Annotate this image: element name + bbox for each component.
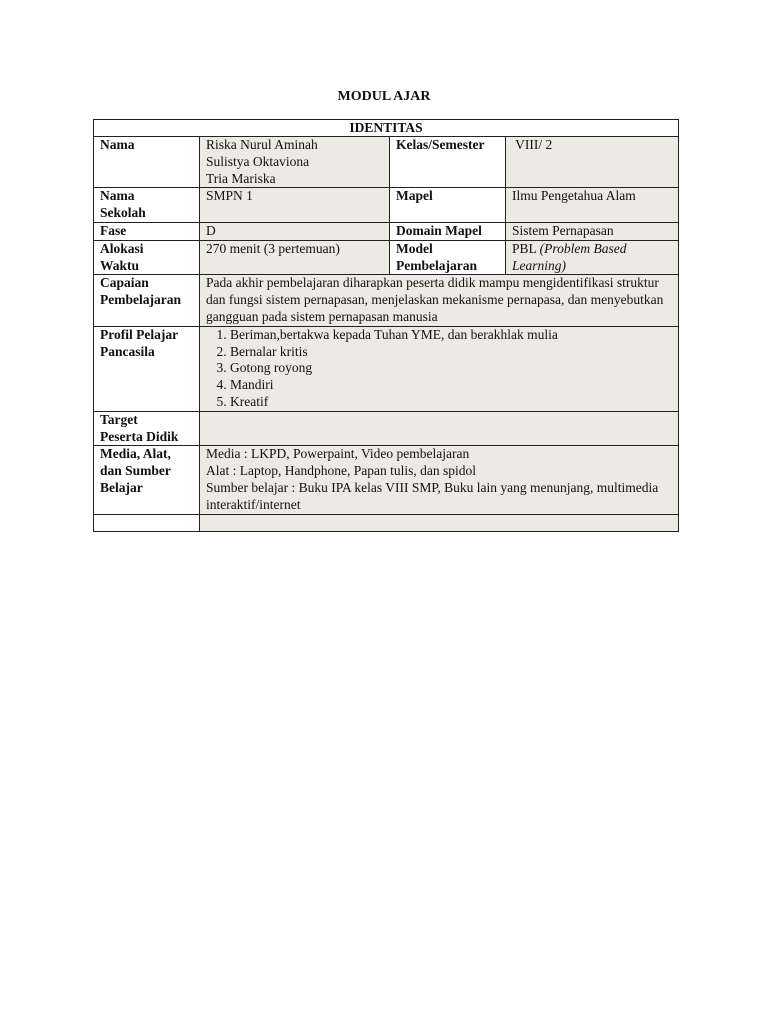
list-item: 2. Bernalar kritis	[230, 344, 672, 361]
row-sekolah	[94, 188, 679, 223]
label-profil-line1: Profil Pelajar	[100, 326, 179, 342]
row-target	[94, 411, 679, 446]
model-full-name: (Problem Based Learning)	[512, 240, 627, 273]
label-capaian-pembelajaran	[94, 275, 200, 326]
row-profil	[94, 326, 679, 411]
value-media-alat-sumber	[200, 446, 679, 514]
value-target-peserta	[200, 411, 679, 446]
row-fase	[94, 222, 679, 240]
document-title: MODUL AJAR	[337, 89, 431, 104]
label-alokasi-line1: Alokasi	[100, 240, 144, 256]
label-nama-sekolah-line1: Nama	[100, 188, 135, 204]
empty-cell-label	[94, 514, 200, 531]
value-mapel: Ilmu Pengetahua Alam	[506, 188, 679, 223]
value-model-pembelajaran	[506, 240, 679, 275]
label-model-line1: Model	[396, 240, 433, 256]
label-target-peserta	[94, 411, 200, 446]
table-header-identitas: IDENTITAS	[94, 120, 679, 137]
sumber-belajar-line: Sumber belajar : Buku IPA kelas VIII SMP, Buku lain yang menunjang, multimedia interaktif/internet	[206, 479, 659, 512]
model-acronym: PBL	[512, 240, 540, 256]
label-nama-sekolah-line2: Sekolah	[100, 205, 146, 221]
row-empty	[94, 514, 679, 531]
list-item: 5. Kreatif	[230, 394, 672, 411]
empty-cell-value	[200, 514, 679, 531]
value-profil-pelajar	[200, 326, 679, 411]
alat-line: Alat : Laptop, Handphone, Papan tulis, dan spidol	[206, 463, 476, 479]
label-alokasi-waktu	[94, 240, 200, 275]
label-media-alat-sumber	[94, 446, 200, 514]
author-name-3: Tria Mariska	[206, 170, 276, 186]
value-domain-mapel: Sistem Pernapasan	[506, 222, 679, 240]
label-profil-pelajar	[94, 326, 200, 411]
label-target-line1: Target	[100, 411, 138, 427]
label-model-line2: Pembelajaran	[396, 257, 477, 273]
media-line: Media : LKPD, Powerpaint, Video pembelajaran	[206, 446, 470, 462]
label-media-line1: Media, Alat,	[100, 446, 171, 462]
identity-table	[93, 119, 679, 532]
row-alokasi	[94, 240, 679, 275]
row-nama	[94, 137, 679, 188]
value-kelas-semester: VIII/ 2	[506, 137, 679, 188]
value-nama-sekolah: SMPN 1	[200, 188, 390, 223]
value-fase: D	[200, 222, 390, 240]
label-media-line3: Belajar	[100, 479, 143, 495]
list-item: 4. Mandiri	[230, 377, 672, 394]
author-name-1: Riska Nurul Aminah	[206, 137, 318, 152]
row-capaian	[94, 275, 679, 326]
label-capaian-line1: Capaian	[100, 275, 149, 291]
value-alokasi-waktu: 270 menit (3 pertemuan)	[200, 240, 390, 275]
label-media-line2: dan Sumber	[100, 463, 171, 479]
label-capaian-line2: Pembelajaran	[100, 292, 181, 308]
label-nama-sekolah	[94, 188, 200, 223]
profil-list	[206, 327, 672, 411]
row-media	[94, 446, 679, 514]
list-item: 3. Gotong royong	[230, 360, 672, 377]
value-capaian-pembelajaran: Pada akhir pembelajaran diharapkan peserta didik mampu mengidentifikasi struktur dan fungsi sistem pernapasan, menjelaskan mekanisme pernapasa, dan menyebutkan gangguan pada sistem pernapasan manusia	[200, 275, 679, 326]
value-nama	[200, 137, 390, 188]
label-target-line2: Peserta Didik	[100, 428, 179, 444]
label-domain-mapel: Domain Mapel	[390, 222, 506, 240]
author-name-2: Sulistya Oktaviona	[206, 153, 310, 169]
list-item: 1. Beriman,bertakwa kepada Tuhan YME, dan berakhlak mulia	[230, 327, 672, 344]
label-profil-line2: Pancasila	[100, 343, 155, 359]
label-model-pembelajaran	[390, 240, 506, 275]
table-header-row	[94, 120, 679, 137]
label-alokasi-line2: Waktu	[100, 257, 140, 273]
label-fase: Fase	[94, 222, 200, 240]
label-kelas-semester: Kelas/Semester	[390, 137, 506, 188]
label-mapel: Mapel	[390, 188, 506, 223]
label-nama: Nama	[94, 137, 200, 188]
